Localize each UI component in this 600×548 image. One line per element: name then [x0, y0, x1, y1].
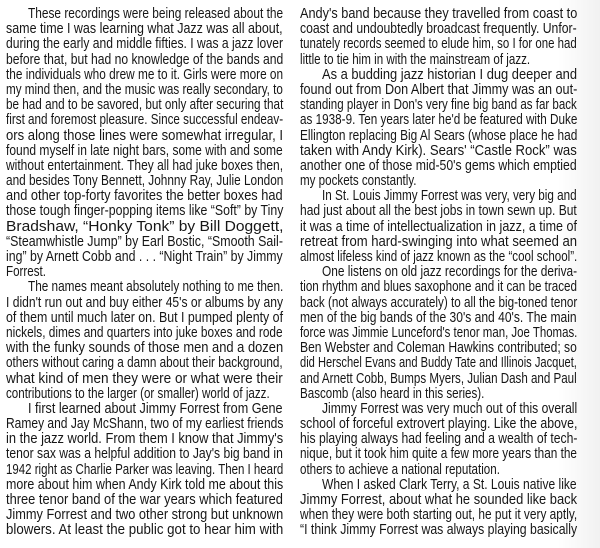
text-line-content: others to achieve a national reputation.	[300, 461, 500, 478]
text-line	[300, 143, 577, 158]
text-line-content: those tough finger-popping items like “Soft” by Tiny	[6, 203, 284, 220]
text-line	[6, 295, 283, 310]
text-line-content: ors along those lines were somewhat irregular, I	[6, 127, 284, 144]
text-line	[6, 462, 283, 477]
text-line-content: Andy's band because they travelled from coast to	[300, 6, 578, 22]
text-line	[300, 477, 577, 492]
text-line-content: be had and to be savored, but only after securing that	[6, 97, 284, 114]
text-line	[6, 67, 283, 82]
text-line-content: my mind then, and the music was really secondary, to	[6, 81, 283, 98]
text-line-content: the individuals who drew me to it. Girls were more on	[6, 66, 284, 83]
text-line-content: and Arnett Cobb, Bumps Myers, Julian Dash and Paul	[300, 370, 577, 387]
text-line	[6, 219, 283, 234]
text-line	[6, 522, 283, 537]
text-line-content: had just about all the best jobs in town sewn up. But	[300, 203, 577, 220]
text-line-content: same time I was learning what Jazz was all about,	[6, 21, 283, 38]
text-line	[300, 52, 577, 67]
text-line-content: during the early and middle fifties. I was a jazz lover	[6, 36, 284, 53]
text-line	[300, 355, 577, 370]
text-line	[300, 249, 577, 264]
text-line-content: with the funky sounds of those men and a dozen	[6, 340, 284, 357]
text-line	[6, 446, 283, 461]
text-line	[6, 416, 283, 431]
paragraph	[300, 6, 577, 67]
text-line-content: I first learned about Jimmy Forrest from Gene	[28, 400, 283, 417]
text-line-content: and other top-forty favorites the better boxes had	[6, 188, 283, 205]
text-line-content: standing player in Don's very fine big band as far back	[300, 97, 577, 114]
text-line	[300, 446, 577, 461]
text-line	[300, 462, 577, 477]
paragraph	[300, 67, 577, 189]
text-line	[300, 112, 577, 127]
text-line-content: “I think Jimmy Forrest was always playing basically	[300, 522, 578, 539]
text-line-content: more about him when Andy Kirk told me about this	[6, 476, 284, 493]
text-line	[300, 82, 577, 97]
text-line	[6, 431, 283, 446]
text-line-content: men of the big bands of the 30's and 40's. The main	[300, 309, 577, 326]
text-line	[6, 203, 283, 218]
text-line-content: When I asked Clark Terry, a St. Louis native like	[322, 476, 577, 493]
text-line	[300, 522, 577, 537]
text-line	[300, 492, 577, 507]
text-line-content: others without caring a damn about their background,	[6, 355, 283, 372]
text-line	[6, 477, 283, 492]
text-line	[6, 371, 283, 386]
text-line-content: as 1938-9. Ten years later he'd be featured with Duke	[300, 112, 578, 129]
text-line-content: taken with Andy Kirk). Sears' “Castle Rock” was	[300, 142, 577, 159]
text-line	[300, 340, 577, 355]
text-line	[300, 97, 577, 112]
text-line	[300, 386, 577, 401]
text-line-content: blowers. At least the public got to hear him with	[6, 522, 284, 539]
text-line-content: contributions to the larger (or smaller) world of jazz.	[6, 385, 270, 402]
text-line	[300, 279, 577, 294]
text-line	[6, 36, 283, 51]
text-line	[300, 264, 577, 279]
paragraph	[300, 264, 577, 401]
text-line	[300, 401, 577, 416]
paragraph	[6, 6, 283, 279]
text-line	[6, 143, 283, 158]
text-line	[300, 188, 577, 203]
text-line-content: force was Jimmie Lunceford's tenor man, Joe Thomas.	[300, 324, 578, 341]
text-line	[300, 128, 577, 143]
text-line	[300, 158, 577, 173]
text-line-content: what kind of men they were or what were their	[6, 370, 283, 387]
text-line-content: first and foremost pleasure. Since successful endeav-	[6, 112, 284, 129]
text-line-content: Jimmy Forrest was very much out of this overall	[322, 400, 578, 417]
text-line-content: little to tie him in with the mainstream of jazz.	[300, 51, 531, 68]
text-line	[300, 371, 577, 386]
text-line-content: did Herschel Evans and Buddy Tate and Illinois Jacquet,	[300, 355, 577, 372]
text-line	[6, 264, 283, 279]
text-line	[300, 295, 577, 310]
text-line-content: Forrest.	[6, 264, 46, 281]
text-line	[6, 97, 283, 112]
text-line	[300, 173, 577, 188]
text-line-content: ing” by Arnett Cobb and . . . “Night Train” by Jimmy	[6, 249, 283, 265]
text-line-content: retreat from hard-swinging into what seemed an	[300, 233, 578, 250]
text-line	[300, 36, 577, 51]
paragraph	[6, 401, 283, 538]
text-line	[300, 507, 577, 522]
text-line	[6, 325, 283, 340]
text-line-content: Ellington replacing Big Al Sears (whose place he had	[300, 127, 578, 144]
text-line-content: and besides Tony Bennett, Johnny Ray, Julie London	[6, 173, 284, 190]
text-line-content: Bradshaw, “Honky Tonk” by Bill Doggett,	[6, 218, 284, 235]
text-line	[300, 67, 577, 82]
text-line	[6, 52, 283, 67]
text-line-content: In St. Louis Jimmy Forrest was very, very big and	[322, 188, 577, 205]
text-line	[6, 507, 283, 522]
text-line-content: his playing always had feeling and a wealth of tech-	[300, 431, 578, 448]
text-line-content: The names meant absolutely nothing to me then.	[28, 279, 284, 296]
text-line-content: my pockets constantly.	[300, 173, 417, 190]
text-line-content: I didn't run out and buy either 45's or albums by any	[6, 294, 283, 311]
text-line-content: 1942 right as Charlie Parker was leaving. Then I heard	[6, 461, 284, 478]
text-line-content: “Steamwhistle Jump” by Earl Bostic, “Smooth Sail-	[6, 233, 283, 250]
text-line	[6, 401, 283, 416]
text-line	[300, 6, 577, 21]
text-line	[6, 386, 283, 401]
right-column	[300, 6, 577, 538]
text-line-content: found out from Don Albert that Jimmy was an out-	[300, 81, 578, 98]
left-column	[6, 6, 283, 538]
text-line-content: These recordings were being released about the	[28, 6, 284, 22]
text-line	[6, 82, 283, 97]
text-line	[6, 158, 283, 173]
text-line	[300, 310, 577, 325]
text-line	[300, 234, 577, 249]
paragraph	[300, 477, 577, 538]
text-line-content: three tenor band of the war years which featured	[6, 492, 283, 508]
text-line-content: Jimmy Forrest and two other strong but unknown	[6, 507, 284, 524]
text-line	[6, 188, 283, 203]
text-line	[6, 112, 283, 127]
text-line-content: One listens on old jazz recordings for the deriva-	[322, 264, 578, 281]
text-line	[6, 249, 283, 264]
text-line	[300, 203, 577, 218]
text-line-content: Ramey and Jay McShann, two of my earliest friends	[6, 416, 284, 433]
text-line-content: nickels, dimes and quarters into juke boxes and rode	[6, 324, 283, 341]
text-line	[6, 173, 283, 188]
text-line	[6, 340, 283, 355]
text-line-content: before that, but had no knowledge of the bands and	[6, 51, 284, 68]
text-line-content: back (not always accurately) to all the big-toned tenor	[300, 294, 578, 311]
text-line	[300, 21, 577, 36]
text-line	[6, 128, 283, 143]
text-line-content: coast and undoubtedly broadcast frequently. Unfor-	[300, 21, 577, 38]
text-line-content: found myself in late night bars, some with and some	[6, 142, 283, 159]
text-line	[6, 355, 283, 370]
text-line-content: tunately records seemed to elude him, so I for one had	[300, 36, 577, 53]
text-line-content: As a budding jazz historian I dug deeper and	[322, 66, 577, 83]
text-line-content: tenor sax was a helpful addition to Jay's big band in	[6, 446, 283, 463]
text-line	[300, 416, 577, 431]
text-line	[6, 492, 283, 507]
text-line-content: almost lifeless kind of jazz known as the “cool school”.	[300, 249, 578, 265]
text-line	[6, 6, 283, 21]
text-line-content: another one of those mid-50's gems which emptied	[300, 157, 577, 174]
text-line	[300, 219, 577, 234]
text-line-content: in the jazz world. From them I know that Jimmy's	[6, 431, 284, 448]
text-line-content: school of forceful extrovert playing. Like the above,	[300, 416, 578, 433]
text-line-content: without entertainment. They all had juke boxes then,	[6, 157, 284, 174]
text-line	[6, 234, 283, 249]
text-line	[6, 310, 283, 325]
paragraph	[300, 188, 577, 264]
paragraph	[300, 401, 577, 477]
text-line-content: of them until much later on. But I pumped plenty of	[6, 309, 284, 326]
paragraph	[6, 279, 283, 401]
text-line	[6, 21, 283, 36]
text-line-content: tion rhythm and blues saxophone and it can be traced	[300, 279, 578, 296]
text-line-content: it was a time of intellectualization in jazz, a time of	[300, 218, 577, 235]
text-line-content: when they were both starting out, he put it very aptly,	[300, 507, 578, 524]
text-line	[300, 431, 577, 446]
text-line-content: nique, but it took him quite a few more years than the	[300, 446, 577, 463]
text-line-content: Jimmy Forrest, about what he sounded like back	[300, 492, 578, 508]
text-line	[300, 325, 577, 340]
text-line-content: Ben Webster and Coleman Hawkins contributed; so	[300, 340, 577, 357]
text-line	[6, 279, 283, 294]
text-line-content: Bascomb (also heard in this series).	[300, 385, 485, 402]
